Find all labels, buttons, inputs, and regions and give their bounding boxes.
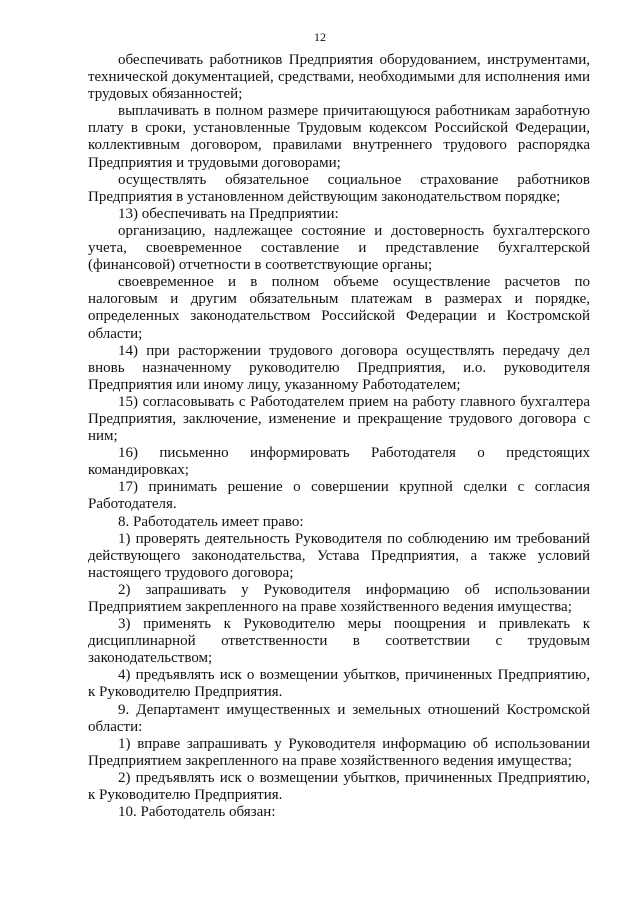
paragraph: 14) при расторжении трудового договора осуществлять передачу дел вновь назначенному руководителю Предприятия, и.о. руководителя Предприятия или иному лицу, указанному Работодателем;: [88, 342, 590, 393]
paragraph: 4) предъявлять иск о возмещении убытков, причиненных Предприятию, к Руководителю Предприятия.: [88, 667, 590, 701]
paragraph: 15) согласовывать с Работодателем прием на работу главного бухгалтера Предприятия, заключение, изменение и прекращение трудового договора с ним;: [88, 393, 590, 445]
page-number: 12: [314, 30, 326, 44]
paragraph: 2) запрашивать у Руководителя информацию об использовании Предприятием закрепленного на праве хозяйственного ведения имущества;: [88, 581, 590, 615]
paragraph: 1) вправе запрашивать у Руководителя информацию об использовании Предприятием закрепленного на праве хозяйственного ведения имущества;: [88, 735, 590, 769]
paragraph: 17) принимать решение о совершении крупной сделки с согласия Работодателя.: [88, 479, 590, 513]
paragraph: 2) предъявлять иск о возмещении убытков, причиненных Предприятию, к Руководителю Предприятия.: [88, 769, 590, 804]
paragraph: осуществлять обязательное социальное страхование работников Предприятия в установленном действующим законодательством порядке;: [88, 171, 590, 205]
paragraph: своевременное и в полном объеме осуществление расчетов по налоговым и другим обязательным платежам в размерах и порядке, определенных законодательством Российской Федерации и Костромской области;: [88, 274, 590, 342]
paragraph: 3) применять к Руководителю меры поощрения и привлекать к дисциплинарной ответственности в соответствии с трудовым законодательством;: [88, 616, 590, 667]
paragraph: 16) письменно информировать Работодателя о предстоящих командировках;: [88, 445, 590, 479]
paragraph: организацию, надлежащее состояние и достоверность бухгалтерского учета, своевременное составление и представление бухгалтерской (финансовой) отчетности в соответствующие органы;: [88, 222, 590, 274]
paragraph: 10. Работодатель обязан:: [118, 804, 276, 821]
paragraph: обеспечивать работников Предприятия оборудованием, инструментами, технической документацией, средствами, необходимыми для исполнения ими трудовых обязанностей;: [88, 52, 590, 103]
paragraph: выплачивать в полном размере причитающуюся работникам заработную плату в сроки, установленные Трудовым кодексом Российской Федерации, коллективным договором, правилами внутреннего трудового распорядка Предприятия и трудовыми договорами;: [88, 103, 590, 171]
paragraph: 9. Департамент имущественных и земельных отношений Костромской области:: [88, 701, 590, 735]
paragraph: 1) проверять деятельность Руководителя по соблюдению им требований действующего законодательства, Устава Предприятия, а также условий настоящего трудового договора;: [88, 530, 590, 581]
paragraph: 8. Работодатель имеет право:: [118, 513, 304, 530]
document-body: [88, 52, 590, 821]
paragraph: 13) обеспечивать на Предприятии:: [118, 205, 339, 222]
